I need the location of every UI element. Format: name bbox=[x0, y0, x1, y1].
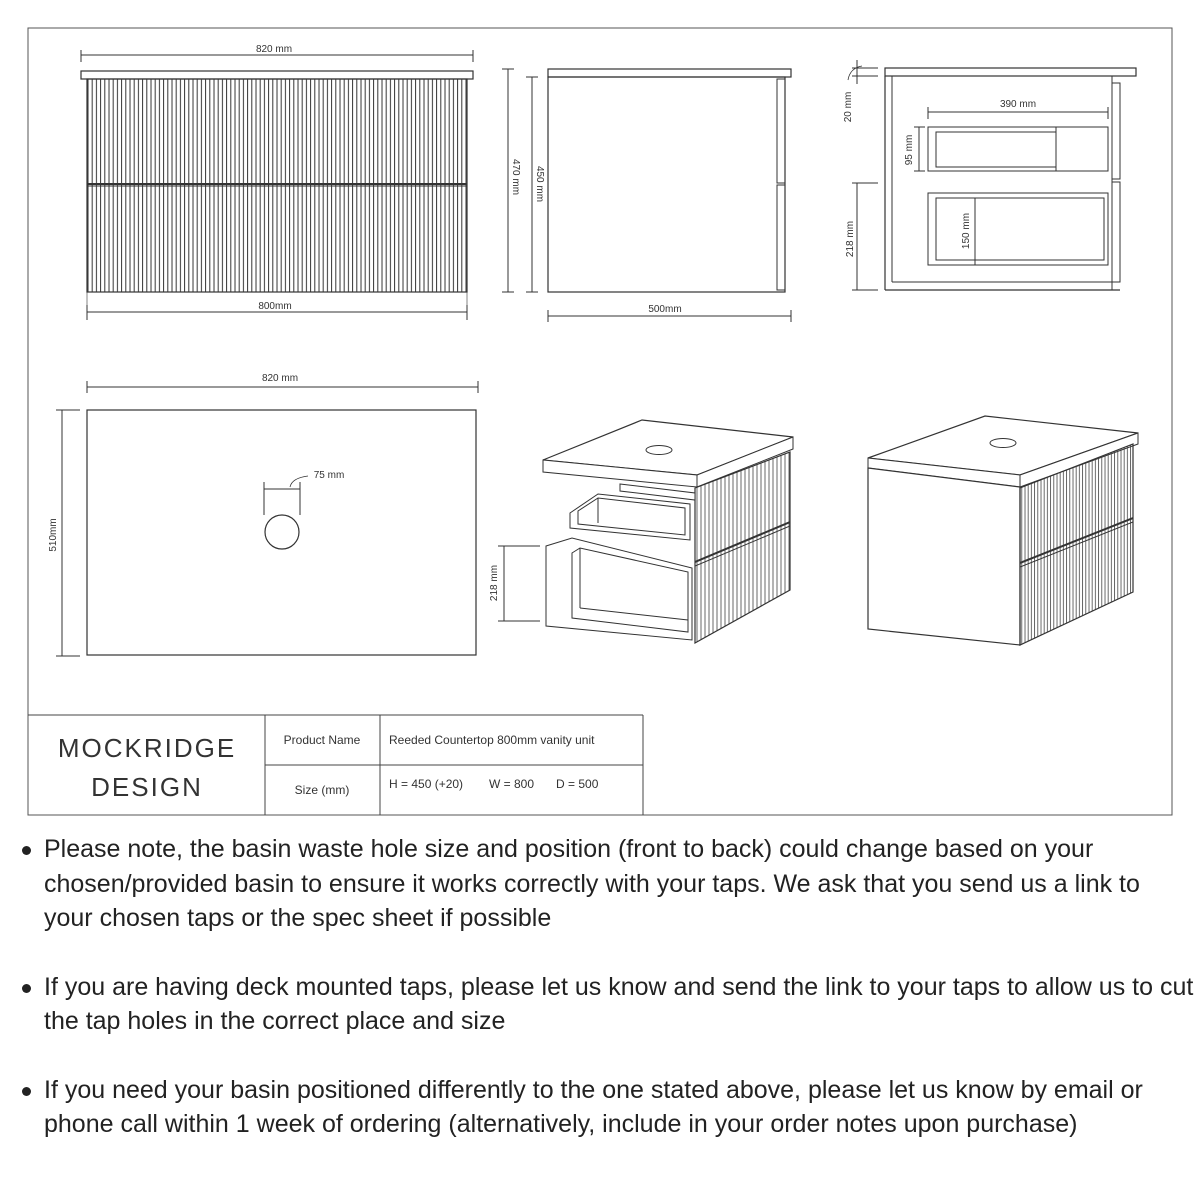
dim-top-drawer-height: 95 mm bbox=[904, 134, 915, 166]
size-width: W = 800 bbox=[489, 777, 535, 791]
dim-front-top-width: 820 mm bbox=[255, 44, 293, 55]
dim-side-depth: 500mm bbox=[648, 304, 682, 315]
note-item bbox=[14, 1073, 1194, 1142]
front-elevation bbox=[81, 50, 473, 320]
dim-top-thickness: 20 mm bbox=[843, 91, 854, 123]
notes-list bbox=[14, 832, 1194, 1176]
bullet-icon bbox=[22, 846, 31, 855]
dim-waste-hole: 75 mm bbox=[313, 470, 345, 481]
dim-iso-drawer-height: 218 mm bbox=[489, 564, 500, 602]
note-item bbox=[14, 970, 1194, 1039]
plan-view bbox=[56, 381, 478, 656]
isometric-open-view bbox=[498, 420, 793, 643]
note-text: If you are having deck mounted taps, please let us know and send the link to your taps to allow us to cut the tap holes in the correct place and size bbox=[44, 972, 1194, 1035]
brand-line-2: DESIGN bbox=[91, 772, 203, 802]
dim-height-body: 450 mm bbox=[534, 165, 545, 203]
bullet-icon bbox=[22, 1087, 31, 1096]
dim-internal-width: 390 mm bbox=[999, 99, 1037, 110]
brand-line-1: MOCKRIDGE bbox=[57, 733, 237, 763]
dim-plan-depth: 510mm bbox=[48, 518, 59, 552]
note-item bbox=[14, 832, 1194, 936]
size-depth: D = 500 bbox=[556, 777, 599, 791]
dim-height-total: 470 mm bbox=[510, 158, 521, 196]
dim-drawer-opening-height: 218 mm bbox=[845, 220, 856, 258]
note-text: If you need your basin positioned differently to the one stated above, please let us know by email or phone call within 1 week of ordering (alternatively, include in your order notes upon purchase) bbox=[44, 1075, 1143, 1138]
dim-bottom-drawer-height: 150 mm bbox=[961, 212, 972, 250]
dim-front-body-width: 800mm bbox=[258, 301, 292, 312]
product-name-label: Product Name bbox=[283, 733, 361, 747]
dim-plan-width: 820 mm bbox=[261, 373, 299, 384]
section-view bbox=[848, 60, 1136, 290]
bullet-icon bbox=[22, 984, 31, 993]
brand-logo bbox=[58, 733, 236, 802]
note-text: Please note, the basin waste hole size and position (front to back) could change based on your chosen/provided basin to ensure it works correctly with your taps. We ask that you send us a link to your chosen taps or the spec sheet if possible bbox=[44, 835, 1140, 932]
isometric-closed-view bbox=[868, 416, 1138, 645]
size-label: Size (mm) bbox=[294, 783, 350, 797]
size-height: H = 450 (+20) bbox=[389, 777, 464, 791]
product-name-value: Reeded Countertop 800mm vanity unit bbox=[389, 733, 595, 747]
